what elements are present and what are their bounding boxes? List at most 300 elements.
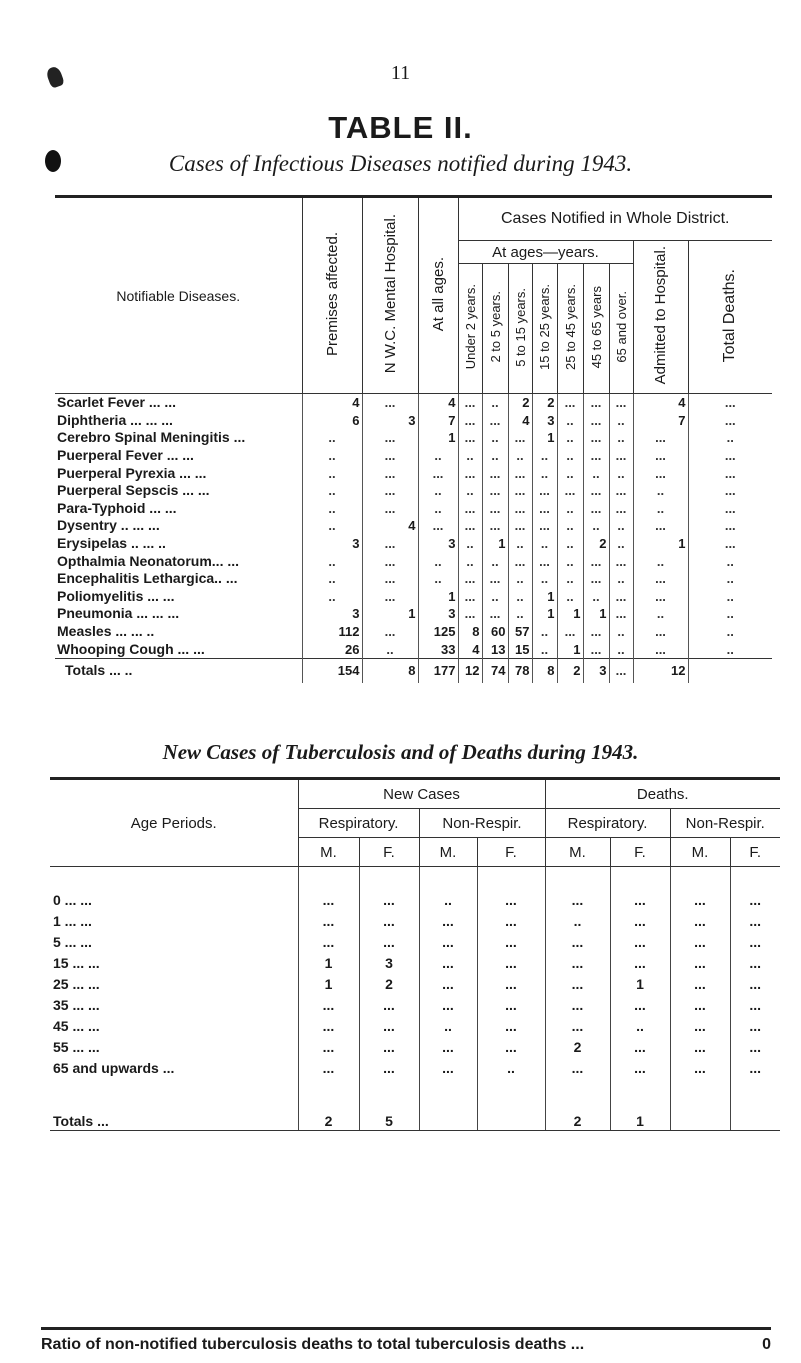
cell: 1 xyxy=(610,1078,670,1131)
cell: 60 xyxy=(482,623,508,641)
cell: ... xyxy=(418,517,458,535)
cell: .. xyxy=(609,623,633,641)
cell: ... xyxy=(730,910,780,931)
cell: .. xyxy=(688,570,772,588)
cell: 1 xyxy=(482,535,508,553)
cell: ... xyxy=(362,464,418,482)
col-header-total-deaths: Total Deaths. xyxy=(688,241,772,394)
cell: .. xyxy=(688,588,772,606)
cell: 12 xyxy=(633,658,688,683)
cell: ... xyxy=(419,973,477,994)
cell: ... xyxy=(477,889,545,910)
cell: ... xyxy=(583,429,609,447)
cell xyxy=(419,1078,477,1131)
disease-name: Totals ... .. xyxy=(55,658,302,683)
cell: 1 xyxy=(557,640,583,658)
cell: ... xyxy=(583,500,609,518)
cell: 2 xyxy=(508,394,532,412)
cell: 2 xyxy=(545,1078,610,1131)
cell: ... xyxy=(419,952,477,973)
cell: 4 xyxy=(458,640,482,658)
cell: ... xyxy=(458,517,482,535)
cell: ... xyxy=(298,910,359,931)
cell: ... xyxy=(362,447,418,465)
cell: .. xyxy=(557,429,583,447)
col-header-age-1: 2 to 5 years. xyxy=(482,264,508,394)
cell: ... xyxy=(359,994,419,1015)
ratio-value: 0 xyxy=(762,1336,771,1353)
cell xyxy=(730,1078,780,1131)
cell: .. xyxy=(419,1015,477,1036)
cell: .. xyxy=(633,500,688,518)
cell: 3 xyxy=(418,605,458,623)
cell: .. xyxy=(419,889,477,910)
cell: 13 xyxy=(482,640,508,658)
cell: ... xyxy=(298,994,359,1015)
cell: ... xyxy=(633,623,688,641)
cell: .. xyxy=(482,447,508,465)
subgroup-header-ages: At ages—years. xyxy=(458,241,633,264)
cell: ... xyxy=(418,464,458,482)
cell: ... xyxy=(362,482,418,500)
cell: ... xyxy=(458,500,482,518)
cell: ... xyxy=(532,552,557,570)
cell: ... xyxy=(362,552,418,570)
cell: .. xyxy=(583,517,609,535)
cell: ... xyxy=(583,552,609,570)
cell: .. xyxy=(302,500,362,518)
cell: ... xyxy=(730,1036,780,1057)
cell: 3 xyxy=(418,535,458,553)
cell: ... xyxy=(298,931,359,952)
spacer-cell xyxy=(730,867,780,890)
cell: .. xyxy=(532,535,557,553)
disease-row xyxy=(55,605,772,623)
cell: ... xyxy=(532,500,557,518)
cell: 12 xyxy=(458,658,482,683)
cell: ... xyxy=(362,570,418,588)
cell: 8 xyxy=(532,658,557,683)
age-period-row xyxy=(50,952,780,973)
header-f: F. xyxy=(477,838,545,867)
cell: 1 xyxy=(610,973,670,994)
cell: ... xyxy=(688,464,772,482)
cell: ... xyxy=(610,931,670,952)
cell: ... xyxy=(670,952,730,973)
cell: ... xyxy=(362,500,418,518)
cell: 1 xyxy=(532,605,557,623)
cell: 1 xyxy=(418,588,458,606)
cell: ... xyxy=(362,623,418,641)
ratio-label: Ratio of non-notified tuberculosis deaths to total tuberculosis deaths ... xyxy=(41,1336,585,1353)
cell: .. xyxy=(302,482,362,500)
cell: ... xyxy=(583,623,609,641)
cell: 3 xyxy=(359,952,419,973)
cell: .. xyxy=(477,1057,545,1078)
disease-name: Opthalmia Neonatorum... ... xyxy=(57,552,240,569)
cell: 1 xyxy=(633,535,688,553)
cell: .. xyxy=(532,640,557,658)
cell: 1 xyxy=(298,973,359,994)
header-m: M. xyxy=(545,838,610,867)
header-deaths-respiratory: Respiratory. xyxy=(545,809,670,838)
cell: ... xyxy=(670,1057,730,1078)
cell: .. xyxy=(458,482,482,500)
spacer-cell xyxy=(610,867,670,890)
cell: ... xyxy=(688,535,772,553)
cell: .. xyxy=(557,552,583,570)
disease-name: Whooping Cough ... ... xyxy=(57,640,205,657)
disease-name: Puerperal Sepscis ... ... xyxy=(57,482,210,499)
col-header-mental-hospital: N W.C. Mental Hospital. xyxy=(362,197,418,394)
cell: .. xyxy=(482,552,508,570)
cell: .. xyxy=(418,570,458,588)
disease-name: Puerperal Fever ... ... xyxy=(57,447,194,464)
spacer-cell xyxy=(545,867,610,890)
group-header-new-cases: New Cases xyxy=(298,779,545,809)
age-period-row xyxy=(50,1015,780,1036)
col-header-age-0: Under 2 years. xyxy=(458,264,482,394)
cell: 1 xyxy=(532,588,557,606)
age-period: 25 ... ... xyxy=(53,975,100,992)
age-period: Totals ... xyxy=(50,1078,298,1131)
cell: .. xyxy=(482,588,508,606)
cell: ... xyxy=(419,1036,477,1057)
cell: ... xyxy=(609,447,633,465)
cell: ... xyxy=(298,1036,359,1057)
cell: 2 xyxy=(298,1078,359,1131)
cell: 1 xyxy=(298,952,359,973)
cell: ... xyxy=(482,482,508,500)
cell: .. xyxy=(508,570,532,588)
cell: ... xyxy=(583,570,609,588)
cell: .. xyxy=(532,570,557,588)
cell: ... xyxy=(670,910,730,931)
header-m: M. xyxy=(419,838,477,867)
header-deaths-non-respir: Non-Respir. xyxy=(670,809,780,838)
cell: ... xyxy=(633,447,688,465)
cell: .. xyxy=(583,588,609,606)
cell: 7 xyxy=(633,412,688,430)
cell: ... xyxy=(633,588,688,606)
cell: .. xyxy=(609,464,633,482)
cell: ... xyxy=(359,1036,419,1057)
disease-name: Dysentry .. ... ... xyxy=(57,517,160,534)
cell: ... xyxy=(610,1036,670,1057)
cell: ... xyxy=(633,640,688,658)
disease-name: Measles ... ... .. xyxy=(57,623,155,640)
cell: ... xyxy=(545,1057,610,1078)
cell: ... xyxy=(730,1015,780,1036)
disease-row xyxy=(55,640,772,658)
cell: 1 xyxy=(362,605,418,623)
cell: ... xyxy=(419,1057,477,1078)
cell: ... xyxy=(583,394,609,412)
cell: ... xyxy=(545,952,610,973)
cell: ... xyxy=(670,1036,730,1057)
header-m: M. xyxy=(298,838,359,867)
cell: 8 xyxy=(362,658,418,683)
disease-name: Poliomyelitis ... ... xyxy=(57,587,175,604)
cell: ... xyxy=(359,1057,419,1078)
cell: ... xyxy=(633,570,688,588)
cell: 154 xyxy=(302,658,362,683)
cell: ... xyxy=(482,412,508,430)
cell: .. xyxy=(302,588,362,606)
cell: .. xyxy=(508,535,532,553)
cell: .. xyxy=(557,588,583,606)
disease-name: Puerperal Pyrexia ... ... xyxy=(57,464,207,481)
cell: ... xyxy=(688,482,772,500)
cell: 1 xyxy=(532,429,557,447)
cell: 177 xyxy=(418,658,458,683)
cell: ... xyxy=(670,994,730,1015)
cell: ... xyxy=(609,394,633,412)
cell: ... xyxy=(362,429,418,447)
cell: .. xyxy=(557,412,583,430)
cell: ... xyxy=(545,889,610,910)
cell: 5 xyxy=(359,1078,419,1131)
cell xyxy=(477,1078,545,1131)
group-header-cases-notified: Cases Notified in Whole District. xyxy=(458,197,772,241)
cell: 4 xyxy=(362,517,418,535)
cell: ... xyxy=(482,605,508,623)
cell: ... xyxy=(508,429,532,447)
cell: ... xyxy=(458,570,482,588)
spacer-cell xyxy=(298,867,359,890)
cell: .. xyxy=(557,447,583,465)
disease-name: Para-Typhoid ... ... xyxy=(57,499,177,516)
cell: ... xyxy=(482,517,508,535)
cell: ... xyxy=(532,482,557,500)
age-period-row xyxy=(50,1057,780,1078)
cell: ... xyxy=(609,482,633,500)
cell: ... xyxy=(610,994,670,1015)
cell: ... xyxy=(359,910,419,931)
cell: .. xyxy=(609,640,633,658)
disease-row xyxy=(55,447,772,465)
cell: .. xyxy=(688,605,772,623)
disease-rows xyxy=(55,394,772,683)
col-header-age-2: 5 to 15 years. xyxy=(508,264,532,394)
cell: ... xyxy=(458,464,482,482)
cell: 4 xyxy=(418,394,458,412)
col-header-premises: Premises affected. xyxy=(302,197,362,394)
disease-name: Scarlet Fever ... ... xyxy=(57,394,177,411)
cell: ... xyxy=(557,394,583,412)
cell: .. xyxy=(418,482,458,500)
disease-row xyxy=(55,394,772,412)
cell: ... xyxy=(458,588,482,606)
cell: .. xyxy=(302,517,362,535)
cell: 2 xyxy=(557,658,583,683)
disease-row xyxy=(55,623,772,641)
cell: ... xyxy=(477,1036,545,1057)
cell: ... xyxy=(419,931,477,952)
cell: .. xyxy=(532,447,557,465)
cell: ... xyxy=(670,973,730,994)
cell: ... xyxy=(545,973,610,994)
cell: .. xyxy=(633,605,688,623)
disease-row xyxy=(55,517,772,535)
cell: 1 xyxy=(557,605,583,623)
cell xyxy=(688,658,772,683)
cell: 78 xyxy=(508,658,532,683)
cell: ... xyxy=(508,482,532,500)
col-header-disease: Notifiable Diseases. xyxy=(55,197,302,394)
header-f: F. xyxy=(359,838,419,867)
cell: .. xyxy=(532,623,557,641)
cell: ... xyxy=(362,394,418,412)
cell: ... xyxy=(670,931,730,952)
cell: ... xyxy=(359,931,419,952)
cell: .. xyxy=(302,464,362,482)
col-header-age-5: 45 to 65 years xyxy=(583,264,609,394)
cell: ... xyxy=(477,1015,545,1036)
cell: ... xyxy=(670,889,730,910)
cell: ... xyxy=(508,500,532,518)
cell: ... xyxy=(532,517,557,535)
cell: ... xyxy=(633,464,688,482)
cell: ... xyxy=(545,1015,610,1036)
cell: ... xyxy=(688,517,772,535)
cell: 112 xyxy=(302,623,362,641)
cell: 8 xyxy=(458,623,482,641)
age-period: 1 ... ... xyxy=(53,912,92,929)
cell: ... xyxy=(583,640,609,658)
cell: 4 xyxy=(302,394,362,412)
spacer-row xyxy=(50,867,780,890)
cell: ... xyxy=(477,910,545,931)
cell: ... xyxy=(609,588,633,606)
cell: 3 xyxy=(302,535,362,553)
spacer-cell xyxy=(477,867,545,890)
cell: ... xyxy=(458,412,482,430)
totals-row xyxy=(55,658,772,683)
cell: ... xyxy=(482,570,508,588)
cell: ... xyxy=(730,889,780,910)
disease-name: Erysipelas .. ... .. xyxy=(57,535,166,552)
group-header-deaths: Deaths. xyxy=(545,779,780,809)
cell: 3 xyxy=(302,605,362,623)
cell: .. xyxy=(508,605,532,623)
col-header-age-3: 15 to 25 years. xyxy=(532,264,557,394)
cell: .. xyxy=(609,517,633,535)
spacer-cell xyxy=(419,867,477,890)
header-m: M. xyxy=(670,838,730,867)
cell: .. xyxy=(688,429,772,447)
header-f: F. xyxy=(610,838,670,867)
cell: .. xyxy=(458,447,482,465)
cell: .. xyxy=(302,429,362,447)
cell: ... xyxy=(610,910,670,931)
cell: ... xyxy=(508,464,532,482)
disease-name: Encephalitis Lethargica.. ... xyxy=(57,570,238,587)
cell: ... xyxy=(609,605,633,623)
cell: ... xyxy=(482,464,508,482)
cell: ... xyxy=(583,482,609,500)
age-period: 55 ... ... xyxy=(53,1038,100,1055)
cell: 2 xyxy=(583,535,609,553)
cell: .. xyxy=(609,570,633,588)
cell: ... xyxy=(298,1015,359,1036)
cell: .. xyxy=(609,429,633,447)
cell: 6 xyxy=(302,412,362,430)
age-period: 35 ... ... xyxy=(53,996,100,1013)
cell: 74 xyxy=(482,658,508,683)
cell: 4 xyxy=(633,394,688,412)
cell: .. xyxy=(557,500,583,518)
tuberculosis-title: New Cases of Tuberculosis and of Deaths during 1943. xyxy=(162,740,639,764)
cell: ... xyxy=(458,605,482,623)
cell: .. xyxy=(458,535,482,553)
cell: 33 xyxy=(418,640,458,658)
cell: ... xyxy=(458,394,482,412)
cell: 3 xyxy=(362,412,418,430)
cell: ... xyxy=(730,973,780,994)
disease-row xyxy=(55,588,772,606)
age-period-row xyxy=(50,931,780,952)
cell: ... xyxy=(583,412,609,430)
age-period-row xyxy=(50,973,780,994)
cell: .. xyxy=(482,394,508,412)
cell: ... xyxy=(477,952,545,973)
cell: ... xyxy=(477,973,545,994)
cell: ... xyxy=(688,447,772,465)
disease-row xyxy=(55,500,772,518)
cell: ... xyxy=(298,889,359,910)
cell: ... xyxy=(633,429,688,447)
cell: ... xyxy=(610,889,670,910)
col-header-all-ages: At all ages. xyxy=(418,197,458,394)
header-new-respiratory: Respiratory. xyxy=(298,809,419,838)
age-period: 15 ... ... xyxy=(53,954,100,971)
cell: .. xyxy=(545,910,610,931)
cell: ... xyxy=(477,931,545,952)
spacer-cell xyxy=(359,867,419,890)
cell: 2 xyxy=(545,1036,610,1057)
page-number: 11 xyxy=(390,62,411,84)
cell: ... xyxy=(477,994,545,1015)
cell: ... xyxy=(359,889,419,910)
disease-row xyxy=(55,412,772,430)
cell: ... xyxy=(730,952,780,973)
age-period-row xyxy=(50,889,780,910)
cell: ... xyxy=(545,994,610,1015)
cell: .. xyxy=(609,412,633,430)
disease-row xyxy=(55,482,772,500)
cell: .. xyxy=(508,447,532,465)
disease-row xyxy=(55,535,772,553)
col-header-admitted: Admitted to Hospital. xyxy=(633,241,688,394)
cell: ... xyxy=(610,1057,670,1078)
cell: .. xyxy=(418,447,458,465)
cell: .. xyxy=(532,464,557,482)
cell: 1 xyxy=(583,605,609,623)
col-header-age-periods: Age Periods. xyxy=(50,779,298,867)
age-period: 65 and upwards ... xyxy=(53,1059,175,1076)
cell: ... xyxy=(419,994,477,1015)
cell: ... xyxy=(609,500,633,518)
cell: ... xyxy=(359,1015,419,1036)
totals-row xyxy=(50,1078,780,1131)
cell: ... xyxy=(633,517,688,535)
cell: ... xyxy=(688,394,772,412)
cell: 2 xyxy=(532,394,557,412)
cell: ... xyxy=(545,931,610,952)
age-period-rows xyxy=(50,867,780,1131)
cell: ... xyxy=(362,535,418,553)
